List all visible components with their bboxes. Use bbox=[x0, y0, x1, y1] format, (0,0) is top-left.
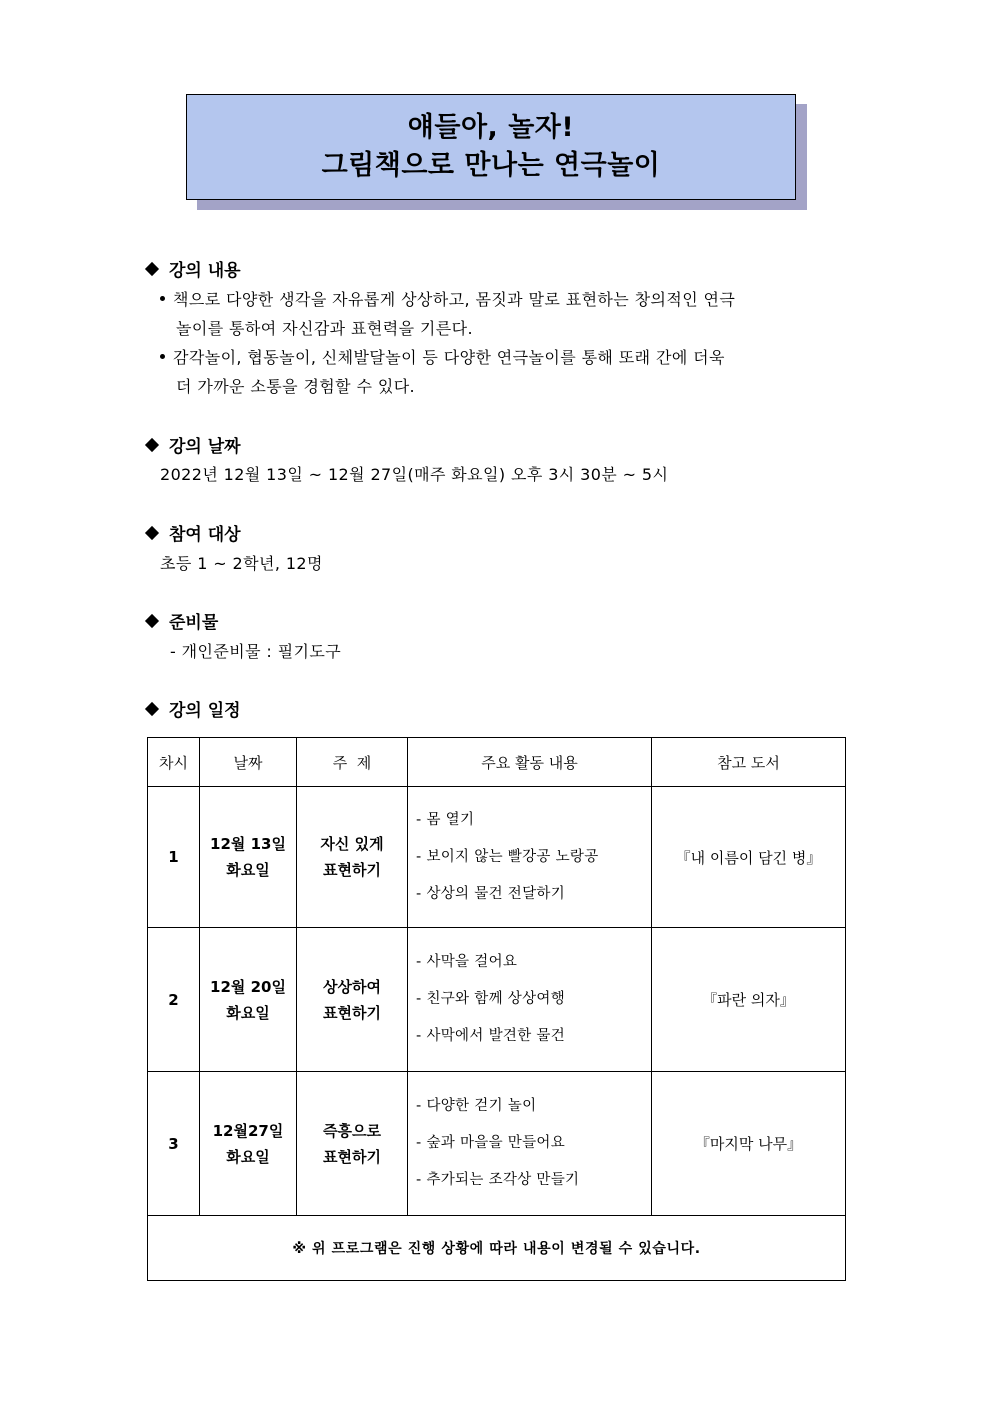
topic-cell bbox=[297, 1072, 408, 1216]
section-heading-label: 준비물 bbox=[169, 613, 219, 633]
section-heading-label: 참여 대상 bbox=[169, 525, 241, 545]
date-cell bbox=[200, 928, 297, 1072]
section-heading-target bbox=[143, 520, 241, 545]
diamond-bullet-icon bbox=[145, 437, 159, 451]
column-header-book: 참고 도서 bbox=[652, 738, 846, 787]
table-header-row bbox=[148, 738, 846, 787]
table-row bbox=[148, 787, 846, 928]
activity-item: - 사막에서 발견한 물건 bbox=[416, 1028, 566, 1044]
book-cell: 『파란 의자』 bbox=[652, 928, 846, 1072]
title-banner bbox=[186, 94, 796, 200]
section-heading-label: 강의 내용 bbox=[169, 261, 241, 281]
column-header-date: 날짜 bbox=[200, 738, 297, 787]
column-header-session: 차시 bbox=[148, 738, 200, 787]
table-row bbox=[148, 1072, 846, 1216]
date-cell bbox=[200, 787, 297, 928]
activity-item: - 친구와 함께 상상여행 bbox=[416, 991, 566, 1007]
activity-item: - 몸 열기 bbox=[416, 811, 475, 828]
table-note-row bbox=[148, 1216, 846, 1281]
activities-cell bbox=[408, 928, 652, 1072]
section-heading-label: 강의 일정 bbox=[169, 701, 241, 721]
title-line-2: 그림책으로 만나는 연극놀이 bbox=[321, 150, 661, 181]
activities-cell bbox=[408, 1072, 652, 1216]
topic-cell-line-1: 상상하여 bbox=[323, 977, 381, 996]
column-header-topic: 주 제 bbox=[297, 738, 408, 787]
activity-item: - 숲과 마을을 만들어요 bbox=[416, 1135, 566, 1151]
topic-cell-line-2: 표현하기 bbox=[323, 861, 381, 879]
section-heading-date bbox=[143, 432, 241, 457]
activity-item: - 다양한 걷기 놀이 bbox=[416, 1098, 537, 1114]
activity-item: - 보이지 않는 빨강공 노랑공 bbox=[416, 848, 599, 865]
diamond-bullet-icon bbox=[145, 701, 159, 715]
book-cell: 『내 이름이 담긴 병』 bbox=[652, 787, 846, 928]
date-cell-line-2: 화요일 bbox=[226, 1147, 270, 1166]
topic-cell bbox=[297, 787, 408, 928]
topic-cell-line-2: 표현하기 bbox=[323, 1147, 381, 1166]
session-cell: 2 bbox=[148, 928, 200, 1072]
target-text: 초등 1 ~ 2학년, 12명 bbox=[160, 554, 323, 573]
topic-cell bbox=[297, 928, 408, 1072]
section-heading-schedule bbox=[143, 696, 241, 721]
book-cell: 『마지막 나무』 bbox=[652, 1072, 846, 1216]
title-line-1: 얘들아, 놀자! bbox=[407, 112, 575, 143]
section-heading-label: 강의 날짜 bbox=[169, 437, 241, 457]
activity-item: - 추가되는 조각상 만들기 bbox=[416, 1172, 580, 1188]
content-bullet-1-line-1: 책으로 다양한 생각을 자유롭게 상상하고, 몸짓과 말로 표현하는 창의적인 연극 bbox=[173, 290, 736, 309]
activity-item: - 상상의 물건 전달하기 bbox=[416, 885, 566, 902]
date-cell-line-1: 12월 20일 bbox=[210, 977, 286, 996]
topic-cell-line-1: 즉흥으로 bbox=[323, 1121, 381, 1140]
topic-cell-line-2: 표현하기 bbox=[323, 1003, 381, 1022]
content-bullet-1 bbox=[160, 287, 735, 310]
column-header-activities: 주요 활동 내용 bbox=[408, 738, 652, 787]
dot-bullet-icon bbox=[160, 354, 165, 359]
section-heading-content bbox=[143, 256, 241, 281]
schedule-table bbox=[147, 737, 846, 1281]
date-cell-line-1: 12월27일 bbox=[212, 1121, 284, 1140]
date-cell-line-2: 화요일 bbox=[226, 861, 270, 879]
session-cell: 1 bbox=[148, 787, 200, 928]
table-row bbox=[148, 928, 846, 1072]
session-cell: 3 bbox=[148, 1072, 200, 1216]
supplies-text: - 개인준비물 : 필기도구 bbox=[170, 642, 342, 661]
activity-item: - 사막을 걸어요 bbox=[416, 954, 518, 970]
content-bullet-2-line-1: 감각놀이, 협동놀이, 신체발달놀이 등 다양한 연극놀이를 통해 또래 간에 더욱 bbox=[173, 348, 725, 367]
content-bullet-1-line-2: 놀이를 통하여 자신감과 표현력을 기른다. bbox=[176, 319, 473, 338]
dot-bullet-icon bbox=[160, 296, 165, 301]
content-bullet-2 bbox=[160, 345, 725, 368]
diamond-bullet-icon bbox=[145, 261, 159, 275]
section-heading-supplies bbox=[143, 608, 218, 633]
table-note: ※ 위 프로그램은 진행 상황에 따라 내용이 변경될 수 있습니다. bbox=[148, 1216, 846, 1281]
content-bullet-2-line-2: 더 가까운 소통을 경험할 수 있다. bbox=[176, 377, 416, 396]
topic-cell-line-1: 자신 있게 bbox=[320, 835, 384, 853]
activities-cell bbox=[408, 787, 652, 928]
date-cell-line-2: 화요일 bbox=[226, 1003, 270, 1022]
date-cell bbox=[200, 1072, 297, 1216]
diamond-bullet-icon bbox=[145, 525, 159, 539]
date-text: 2022년 12월 13일 ~ 12월 27일(매주 화요일) 오후 3시 30분 ~ 5시 bbox=[160, 465, 669, 484]
diamond-bullet-icon bbox=[145, 613, 159, 627]
date-cell-line-1: 12월 13일 bbox=[210, 835, 286, 853]
